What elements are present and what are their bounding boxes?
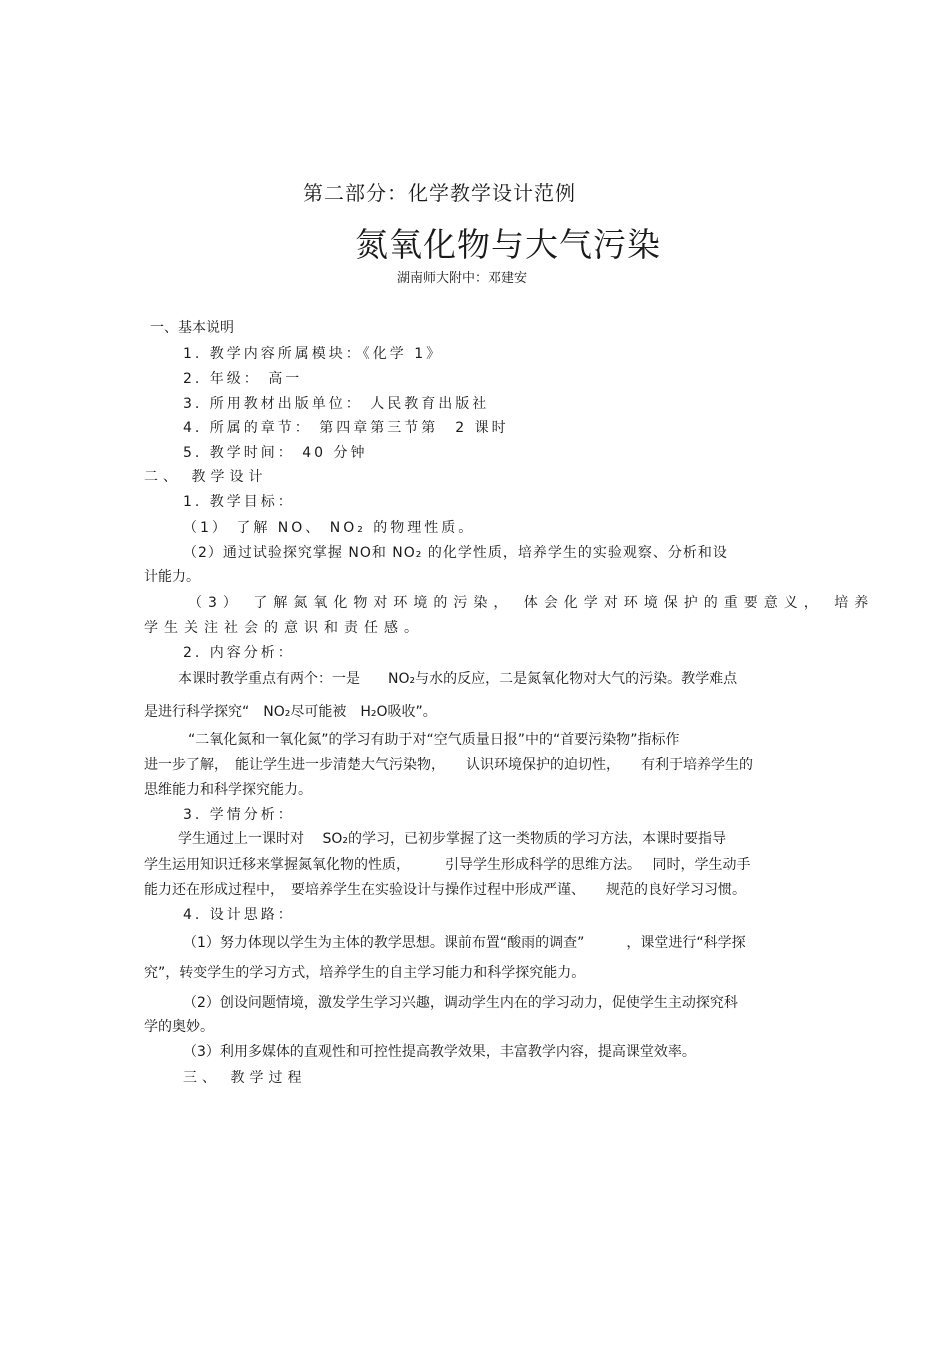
section-1-heading: 一、基本说明 <box>150 320 234 336</box>
item-time: 5. 教学时间： 40 分钟 <box>183 445 368 461</box>
content-p1-line-1: 本课时教学重点有两个：一是 NO₂与水的反应，二是氮氧化物对大气的污染。教学难点 <box>178 671 738 687</box>
learners-line-3: 能力还在形成过程中， 要培养学生在实验设计与操作过程中形成严谨、 规范的良好学习习惯。 <box>144 882 746 898</box>
design-1-line-1: （1）努力体现以学生为主体的教学思想。课前布置“酸雨的调查” ，课堂进行“科学探 <box>183 935 746 951</box>
design-2-line-2: 学的奥妙。 <box>144 1019 214 1035</box>
item-grade: 2. 年级： 高一 <box>183 371 303 387</box>
part-heading: 第二部分：化学教学设计范例 <box>303 181 576 205</box>
document-title: 氮氧化物与大气污染 <box>355 225 661 264</box>
design-3: （3）利用多媒体的直观性和可控性提高教学效果，丰富教学内容，提高课堂效率。 <box>183 1044 696 1060</box>
section-3-heading: 三、 教学过程 <box>183 1070 307 1086</box>
section-2-heading: 二、 教学设计 <box>144 469 268 485</box>
content-p2-line-2: 进一步了解， 能让学生进一步清楚大气污染物， 认识环境保护的迫切性， 有利于培养学生的 <box>144 757 753 773</box>
content-p2-line-1: “二氧化氮和一氧化氮”的学习有助于对“空气质量日报”中的“首要污染物”指标作 <box>188 732 680 748</box>
content-p2-line-3: 思维能力和科学探究能力。 <box>144 782 312 798</box>
goal-3-line-1: （3） 了解氮氧化物对环境的污染， 体会化学对环境保护的重要意义， 培养 <box>188 595 875 611</box>
learners-line-1: 学生通过上一课时对 SO₂的学习，已初步掌握了这一类物质的学习方法，本课时要指导 <box>178 831 726 847</box>
subsection-content: 2. 内容分析： <box>183 645 295 661</box>
subsection-design: 4. 设计思路： <box>183 907 295 923</box>
learners-line-2: 学生运用知识迁移来掌握氮氧化物的性质， 引导学生形成科学的思维方法。 同时，学生动手 <box>144 857 751 873</box>
goal-1: （1） 了解 NO、 NO₂ 的物理性质。 <box>183 520 476 536</box>
subsection-learners: 3. 学情分析： <box>183 807 295 823</box>
goal-3-line-2: 学生关注社会的意识和责任感。 <box>144 620 424 636</box>
item-module: 1. 教学内容所属模块：《化学 1》 <box>183 346 444 362</box>
goal-2-line-1: （2）通过试验探究掌握 NO和 NO₂ 的化学性质，培养学生的实验观察、分析和设 <box>183 545 728 561</box>
subsection-goals: 1. 教学目标： <box>183 494 295 510</box>
content-p1-line-2: 是进行科学探究“ NO₂尽可能被 H₂O吸收”。 <box>144 704 437 720</box>
design-2-line-1: （2）创设问题情境，激发学生学习兴趣，调动学生内在的学习动力，促使学生主动探究科 <box>183 995 738 1011</box>
author-line: 湖南师大附中：邓建安 <box>397 271 528 286</box>
item-chapter: 4. 所属的章节： 第四章第三节第 2 课时 <box>183 420 509 436</box>
goal-2-line-2: 计能力。 <box>144 569 200 585</box>
design-1-line-2: 究”，转变学生的学习方式，培养学生的自主学习能力和科学探究能力。 <box>144 965 586 981</box>
item-publisher: 3. 所用教材出版单位： 人民教育出版社 <box>183 396 490 412</box>
